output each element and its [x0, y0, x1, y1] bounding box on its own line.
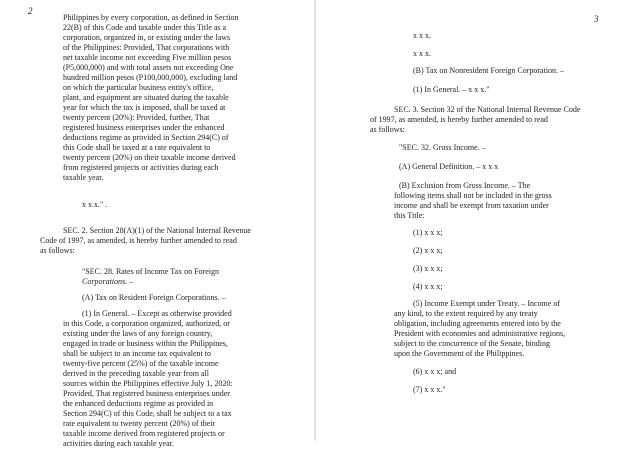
text-line: (B) Exclusion from Gross Income. – The: [399, 181, 531, 190]
text-line: (5) Income Exempt under Treaty. – Income of: [413, 299, 560, 308]
text-line: Section 294(C) of this Code, shall be subject to a tax: [63, 409, 232, 418]
text-line: (1) In General. – x x x.": [413, 85, 490, 94]
text-line: as follows:: [370, 125, 405, 134]
text-line: activities during each taxable year.: [63, 439, 174, 448]
list-item: (1) x x x;: [413, 228, 443, 237]
text-line: "SEC. 28. Rates of Income Tax on Foreign: [82, 267, 219, 276]
text-line: (A) Tax on Resident Foreign Corporations. –: [82, 293, 226, 302]
text-line: President with economies and administrative regions,: [394, 329, 566, 338]
text-line: (1) In General. – Except as otherwise provided: [82, 309, 232, 318]
list-item: (3) x x x;: [413, 264, 443, 273]
text-line: of the Philippines: Provided, That corporations with: [63, 43, 230, 52]
text-line: taxable year.: [63, 173, 104, 182]
text-line: Code of 1997, as amended, is hereby further amended to read: [40, 236, 237, 245]
text-line: plant, and equipment are situated during the taxable: [63, 93, 229, 102]
text-line: registered business enterprises under the enhanced: [63, 123, 225, 132]
text-line: as follows:: [40, 246, 75, 255]
text-line: in this Code, a corporation organized, authorized, or: [63, 319, 230, 328]
text-line: the enhanced deductions regime as provided in: [63, 399, 214, 408]
text-line: deductions regime as provided in Section 294(C) of: [63, 133, 229, 142]
text-line: following items shall not be included in the gross: [394, 191, 552, 200]
text-line: sources within the Philippines effective July 1, 2020:: [63, 379, 233, 388]
text-line: derived in the preceding taxable year from all: [63, 369, 209, 378]
text-line: rate equivalent to twenty percent (20%) of their: [63, 419, 216, 428]
text-line: x x x." .: [82, 200, 108, 209]
text-line: obligation, including agreements entered into by the: [394, 319, 561, 328]
text-line: x x x.: [413, 31, 431, 40]
text-line: upon the Government of the Philippines.: [394, 349, 525, 358]
text-line: this Code shall be taxed at a rate equivalent to: [63, 143, 211, 152]
section-heading: SEC. 3. Section 32 of the National Internal Revenue Code: [394, 105, 581, 114]
page-number: 3: [594, 14, 599, 24]
left-page: [0, 0, 315, 448]
text-line: this Title:: [394, 211, 425, 220]
text-line: shall be subject to an income tax equivalent to: [63, 349, 211, 358]
text-line: engaged in trade or business within the Philippines,: [63, 339, 228, 348]
text-line: any kind, to the extent required by any treaty: [394, 309, 538, 318]
text-line: of 1997, as amended, is hereby further amended to read: [370, 115, 548, 124]
text-line: income and shall be exempt from taxation under: [394, 201, 549, 210]
text-line: (P5,000,000) and with total assets not exceeding One: [63, 63, 234, 72]
text-line: Provided, That registered business enterprises under: [63, 389, 230, 398]
text-line: subject to the concurrence of the Senate, binding: [394, 339, 550, 348]
text-line: twenty percent (20%) on their taxable income derived: [63, 153, 236, 162]
text-line: year for which the tax is imposed, shall be taxed at: [63, 103, 226, 112]
section-heading: SEC. 2. Section 28(A)(1) of the National Internal Revenue: [63, 226, 251, 235]
text-line: on which the particular business entity's office,: [63, 83, 214, 92]
text-line: taxable income derived from registered projects or: [63, 429, 225, 438]
text-line: net taxable income not exceeding Five million pesos: [63, 53, 232, 62]
text-line: twenty percent (20%): Provided, further, That: [63, 113, 210, 122]
text-line: from registered projects or activities during each: [63, 163, 219, 172]
text-line: "SEC. 32. Gross Income. –: [399, 143, 486, 152]
list-item: (6) x x x; and: [413, 367, 457, 376]
text-line: Philippines by every corporation, as defined in Section: [63, 13, 239, 22]
text-line: hundred million pesos (P100,000,000), excluding land: [63, 73, 238, 82]
page-number: 2: [28, 6, 33, 16]
right-page: [316, 0, 631, 441]
list-item: (7) x x x.": [413, 385, 446, 394]
text-line: Corporations. –: [82, 277, 134, 286]
text-line: corporation, organized in, or existing under the laws: [63, 33, 231, 42]
text-line: (A) General Definition. – x x x: [399, 162, 499, 171]
list-item: (4) x x x;: [413, 282, 443, 291]
text-line: 22(B) of this Code and taxable under this Title as a: [63, 23, 227, 32]
text-line: existing under the laws of any foreign country,: [63, 329, 213, 338]
text-line: twenty-five percent (25%) of the taxable income: [63, 359, 219, 368]
list-item: (2) x x x;: [413, 246, 443, 255]
text-line: x x x.: [413, 49, 431, 58]
text-line: (B) Tax on Nonresident Foreign Corporation. –: [413, 66, 565, 75]
